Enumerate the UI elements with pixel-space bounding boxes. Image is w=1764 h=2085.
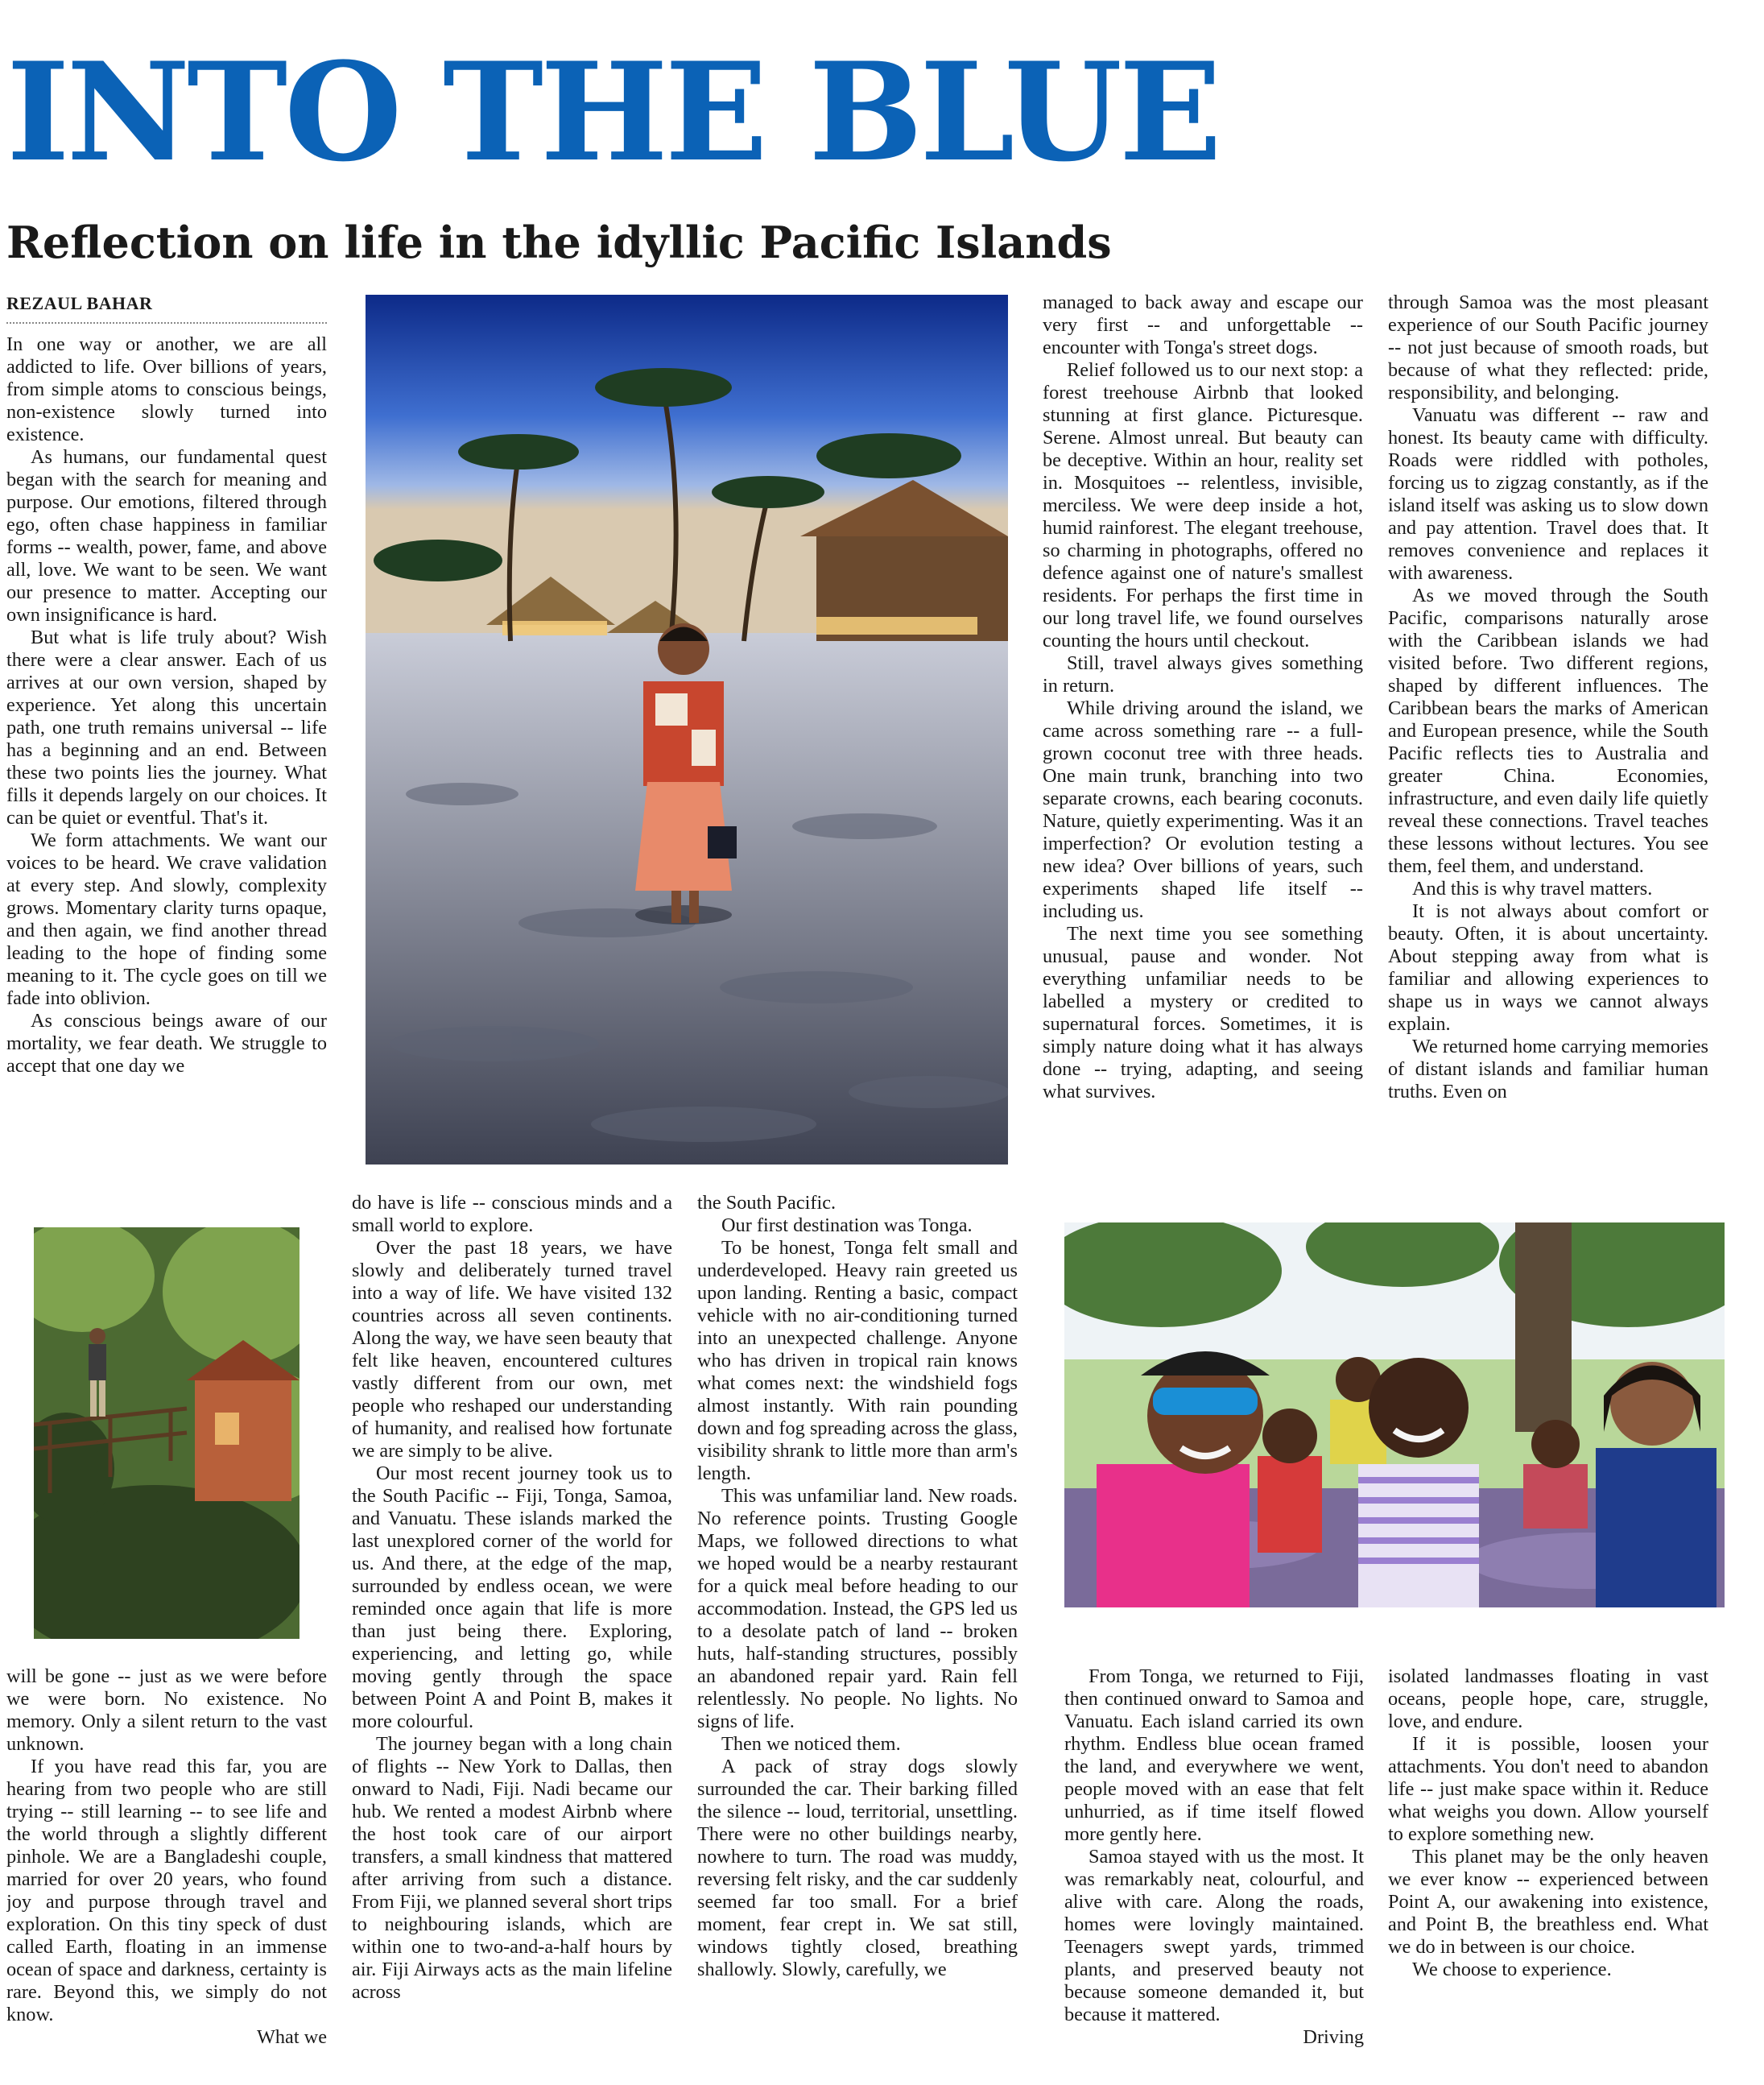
column-5-bottom [1388,1665,1708,2080]
paragraph: While driving around the island, we came across something rare -- a full-grown coconut tree with three heads. One main trunk, branching into two separate crowns, each bearing coconuts. Nature, quietly experimenting. Was it an imperfection? Or evolution testing a new idea? Over billions of years, such experiments shaped life itself -- including us. [1043,697,1363,922]
paragraph: The journey began with a long chain of flights -- New York to Dallas, then onward to Nadi, Fiji. Nadi became our hub. We rented a modest Airbnb where the host took care of our airport transfers, a small kindness that mattered after arriving from such a distance. From Fiji, we planned several short trips to neighbouring islands, which are within one to two-and-a-half hours by air. Fiji Airways acts as the main lifeline across [352,1733,672,2003]
column-2 [352,1192,672,2078]
paragraph: Driving [1303,2026,1364,2048]
paragraph: We form attachments. We want our voices to be heard. We crave validation at every step. And slowly, complexity grows. Momentary clarity turns opaque, and then again, we find another thread leading to the hope of finding some meaning to it. The cycle goes on till we fade into oblivion. [6,829,327,1009]
column-4-top [1043,292,1363,1171]
group-selfie-photo [1064,1222,1725,1607]
paragraph: This planet may be the only heaven we ever know -- experienced between Point A, our awakening into existence, and Point B, the breathless end. What we do in between is our choice. [1388,1846,1708,1958]
paragraph: As humans, our fundamental quest began with the search for meaning and purpose. Our emotions, filtered through ego, often chase happiness in familiar forms -- wealth, power, fame, and above all, love. We want to be seen. We want our presence to matter. Accepting our own insignificance is hard. [6,446,327,626]
paragraph: To be honest, Tonga felt small and underdeveloped. Heavy rain greeted us upon landing. Renting a basic, compact vehicle with no air-conditioning turned into an unexpected challenge. Anyone who has driven in tropical rain knows what comes next: the windshield fogs almost instantly. With rain pounding down and fog spreading across the glass, visibility shrank to little more than arm's length. [697,1237,1018,1484]
paragraph: As conscious beings aware of our mortality, we fear death. We struggle to accept that one day we [6,1010,327,1077]
column-1-top [6,333,327,1173]
paragraph: will be gone -- just as we were before we were born. No existence. No memory. Only a silent return to the vast unknown. [6,1665,327,1755]
paragraph: managed to back away and escape our very first -- and unforgettable -- encounter with Tonga's street dogs. [1043,292,1363,358]
beach-photo [366,295,1008,1165]
column-3 [697,1192,1018,2078]
paragraph: Samoa stayed with us the most. It was remarkably neat, colourful, and alive with care. Along the roads, homes were lovingly maintained. Teenagers swept yards, trimmed plants, and preserved beauty not because someone demanded it, but because it mattered. [1064,1846,1364,2025]
paragraph: A pack of stray dogs slowly surrounded the car. Their barking filled the silence -- loud, territorial, unsettling. There were no other buildings nearby, nowhere to turn. The road was muddy, reversing felt risky, and the car suddenly seemed far too small. For a brief moment, fear crept in. We sat still, windows tightly closed, breathing shallowly. Slowly, carefully, we [697,1756,1018,1980]
column-5-top [1388,292,1708,1171]
paragraph: If it is possible, loosen your attachments. You don't need to abandon life -- just make space within it. Reduce what weighs you down. Allow yourself to explore something new. [1388,1733,1708,1845]
paragraph: What we [256,2026,327,2048]
paragraph: Over the past 18 years, we have slowly and deliberately turned travel into a way of life. We have visited 132 countries across all seven continents. Along the way, we have seen beauty that felt like heaven, encountered cultures vastly different from our own, met people who reshaped our understanding of humanity, and realised how fortunate we are simply to be alive. [352,1237,672,1462]
paragraph: But what is life truly about? Wish there were a clear answer. Each of us arrives at our own version, shaped by experience. Yet along this uncertain path, one truth remains universal -- life has a beginning and an end. Between these two points lies the journey. What fills it depends largely on our choices. It can be quiet or eventful. That's it. [6,627,327,829]
paragraph: through Samoa was the most pleasant experience of our South Pacific journey -- not just because of smooth roads, but because of what they reflected: pride, responsibility, and belonging. [1388,292,1708,403]
paragraph: This was unfamiliar land. New roads. No reference points. Trusting Google Maps, we followed directions to what we hoped would be a nearby restaurant for a quick meal before heading to our accommodation. Instead, the GPS led us to a desolate patch of land -- broken huts, half-standing structures, possibly an abandoned repair yard. Rain fell relentlessly. No people. No lights. No signs of life. [697,1485,1018,1732]
paragraph: do have is life -- conscious minds and a small world to explore. [352,1192,672,1236]
paragraph: In one way or another, we are all addicted to life. Over billions of years, from simple atoms to conscious beings, non-existence slowly turned into existence. [6,333,327,445]
paragraph: Then we noticed them. [721,1733,901,1755]
treehouse-photo [34,1227,300,1639]
paragraph: isolated landmasses floating in vast oceans, people hope, care, struggle, love, and endure. [1388,1665,1708,1732]
paragraph: The next time you see something unusual, pause and wonder. Not everything unfamiliar needs to be labelled a mystery or credited to supernatural forces. Sometimes, it is simply nature doing what it has always done -- trying, adapting, and seeing what survives. [1043,923,1363,1102]
column-4-bottom [1064,1665,1364,2080]
paragraph: the South Pacific. [697,1192,837,1214]
paragraph: We choose to experience. [1412,1959,1612,1980]
paragraph: From Tonga, we returned to Fiji, then continued onward to Samoa and Vanuatu. Each island carried its own rhythm. Endless blue ocean framed the land, and everywhere we went, people moved with an ease that felt unhurried, as if time itself flowed more gently here. [1064,1665,1364,1845]
paragraph: We returned home carrying memories of distant islands and familiar human truths. Even on [1388,1036,1708,1102]
paragraph: Vanuatu was different -- raw and honest. Its beauty came with difficulty. Roads were riddled with potholes, forcing us to zigzag constantly, as if the island itself was asking us to slow down and pay attention. Travel does that. It removes convenience and replaces it with awareness. [1388,404,1708,584]
headline: INTO THE BLUE [6,32,1219,192]
paragraph: Our first destination was Tonga. [721,1214,973,1236]
paragraph: As we moved through the South Pacific, comparisons naturally arose with the Caribbean islands we had visited before. Two different regions, shaped by different influences. The Caribbean bears the marks of American and European presence, while the South Pacific reflects ties to Australia and greater China. Economies, infrastructure, and even daily life quietly reveal these connections. Travel teaches these lessons without lectures. You see them, feel them, and understand. [1388,585,1708,877]
paragraph: Relief followed us to our next stop: a forest treehouse Airbnb that looked stunning at first glance. Picturesque. Serene. Almost unreal. But beauty can be deceptive. Within an hour, reality set in. Mosquitoes -- relentless, invisible, merciless. We were deep inside a hot, humid rainforest. The elegant treehouse, so charming in photographs, offered no defence against one of nature's smallest residents. For perhaps the first time in our long travel life, we found ourselves counting the hours until checkout. [1043,359,1363,652]
paragraph: If you have read this far, you are hearing from two people who are still trying -- still learning -- to see life and the world through a slightly different pinhole. We are a Bangladeshi couple, married for over 20 years, who found joy and purpose through travel and exploration. On this tiny speck of dust called Earth, floating in an immense ocean of space and darkness, certainty is rare. Beyond this, we simply do not know. [6,1756,327,2025]
subheadline: Reflection on life in the idyllic Pacific Islands [6,217,1112,268]
paragraph: It is not always about comfort or beauty. Often, it is about uncertainty. About stepping away from what is familiar and allowing experiences to shape us in ways we cannot always explain. [1388,900,1708,1035]
paragraph: Still, travel always gives something in return. [1043,652,1363,697]
paragraph: Our most recent journey took us to the South Pacific -- Fiji, Tonga, Samoa, and Vanuatu. These islands marked the last unexplored corner of the world for us. And there, at the edge of the map, surrounded by endless ocean, we were reminded once again that life is more than just being there. Exploring, experiencing, and letting go, while moving gently through the space between Point A and Point B, makes it more colourful. [352,1462,672,1732]
column-1-bottom [6,1665,327,2080]
byline: REZAUL BAHAR [6,293,327,324]
paragraph: And this is why travel matters. [1412,878,1653,900]
